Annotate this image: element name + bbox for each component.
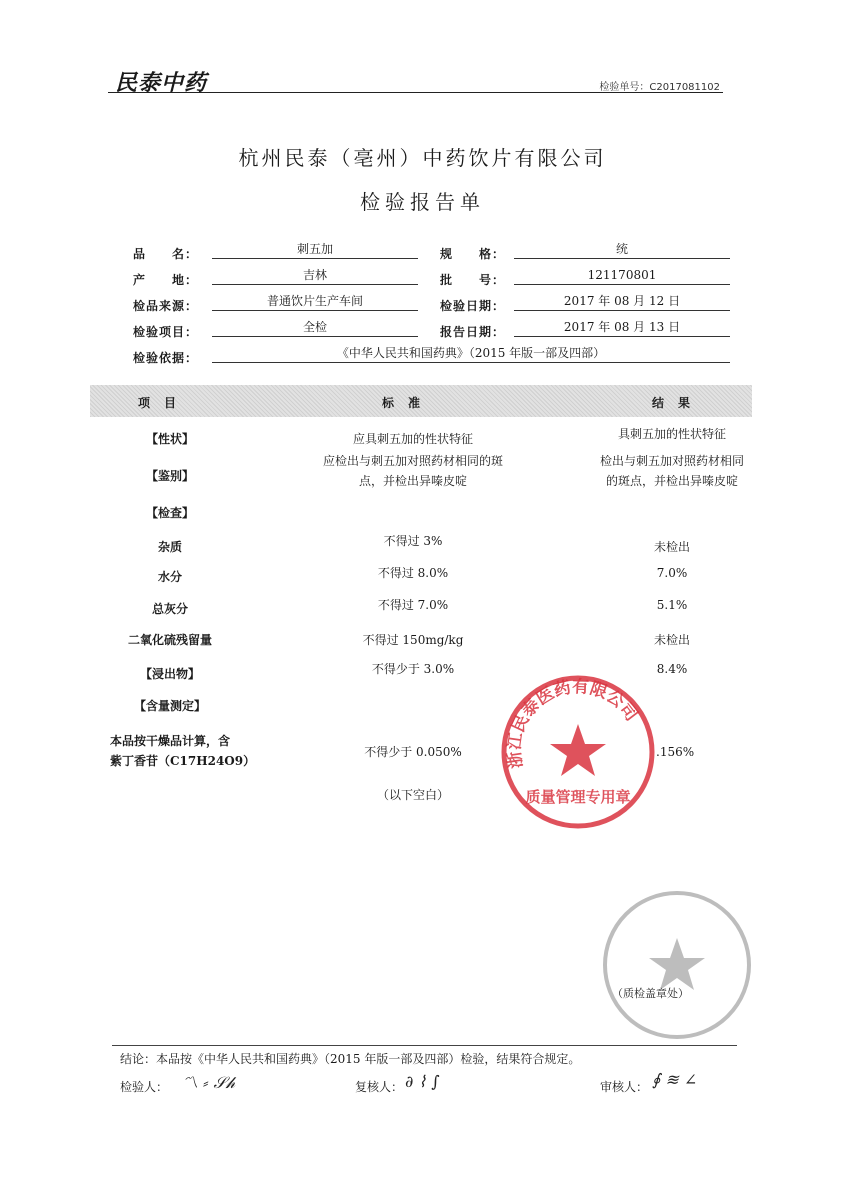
row-standard: 点，并检出异嗪皮啶	[358, 474, 467, 488]
batch-label: 批 号：	[440, 273, 506, 287]
source-label: 检品来源：	[133, 299, 199, 313]
company-logo: 民泰中药	[115, 70, 208, 96]
row-standard: 不得过 150mg/kg	[362, 633, 464, 647]
reviewer-signature: ∂ ⌇ ∫	[405, 1072, 440, 1091]
row-result: 的斑点，并检出异嗪皮啶	[605, 474, 738, 488]
seal-caption: （质检盖章处）	[612, 987, 689, 1000]
table-header	[90, 385, 752, 417]
quality-seal-stamp	[498, 672, 658, 832]
row-standard: 应检出与刺五加对照药材相同的斑	[322, 454, 503, 468]
batch-value: 121170801	[514, 266, 730, 285]
row-result: 检出与刺五加对照药材相同	[599, 454, 744, 468]
row-result: .156%	[656, 745, 695, 759]
row-standard: 不得过 3%	[383, 534, 443, 548]
row-standard: 不得少于 0.050%	[364, 745, 462, 759]
inspector-label: 检验人：	[120, 1080, 169, 1094]
conclusion: 结论：本品按《中华人民共和国药典》（2015 年版一部及四部）检验，结果符合规定。	[120, 1052, 581, 1066]
basis-value: 《中华人民共和国药典》（2015 年版一部及四部）	[212, 344, 730, 363]
row-item: 【检查】	[145, 506, 194, 520]
row-item: 【含量测定】	[133, 699, 206, 713]
row-item: 本品按干燥品计算，含	[110, 734, 231, 748]
source-value: 普通饮片生产车间	[212, 292, 418, 311]
test-date-value: 2017 年 08 月 12 日	[514, 292, 730, 311]
row-result: 具刺五加的性状特征	[617, 427, 726, 441]
product-name-label: 品 名：	[133, 247, 199, 261]
header-standard: 标准	[382, 396, 435, 410]
inspector-signature: 〽︎ ⸗ 𝒮𝒽	[182, 1073, 236, 1092]
row-item: 【鉴别】	[145, 469, 194, 483]
origin-value: 吉林	[212, 266, 418, 285]
spec-label: 规 格：	[440, 247, 506, 261]
row-item: 【性状】	[145, 432, 194, 446]
basis-label: 检验依据：	[133, 351, 199, 365]
row-standard: 不得少于 3.0%	[371, 662, 455, 676]
svg-text:质量管理专用章: 质量管理专用章	[525, 788, 631, 806]
svg-text:浙江民泰医药有限公司: 浙江民泰医药有限公司	[504, 677, 642, 770]
report-date-label: 报告日期：	[440, 325, 506, 339]
row-item: 二氧化硫残留量	[127, 633, 212, 647]
company-name: 杭州民泰（亳州）中药饮片有限公司	[238, 146, 607, 170]
row-result: 5.1%	[656, 598, 688, 612]
origin-label: 产 地：	[133, 273, 199, 287]
header-item: 项目	[138, 396, 191, 410]
inspection-seal-stamp	[598, 886, 756, 1044]
row-item: 水分	[157, 570, 182, 584]
item-label: 检验项目：	[133, 325, 199, 339]
row-item: 总灰分	[151, 602, 188, 616]
reviewer-label: 复核人：	[355, 1080, 404, 1094]
row-standard: 不得过 8.0%	[377, 566, 449, 580]
header-result: 结果	[652, 396, 705, 410]
approver-label: 审核人：	[600, 1080, 649, 1094]
row-standard: 应具刺五加的性状特征	[352, 432, 473, 446]
blank-note: （以下空白）	[376, 788, 449, 802]
row-standard: 不得过 7.0%	[377, 598, 449, 612]
row-item: 【浸出物】	[139, 667, 200, 681]
spec-value: 统	[514, 240, 730, 259]
report-title: 检验报告单	[360, 190, 485, 214]
conclusion-divider	[112, 1045, 737, 1046]
test-date-label: 检验日期：	[440, 299, 506, 313]
product-name-value: 刺五加	[212, 240, 418, 259]
document-number: 检验单号：C2017081102	[599, 82, 720, 93]
row-result: 未检出	[653, 540, 690, 554]
header-divider	[108, 92, 723, 93]
row-item: 杂质	[157, 540, 182, 554]
report-date-value: 2017 年 08 月 13 日	[514, 318, 730, 337]
item-value: 全检	[212, 318, 418, 337]
row-result: 8.4%	[656, 662, 688, 676]
approver-signature: ∮ ≋ ∠	[652, 1070, 698, 1089]
row-result: 7.0%	[656, 566, 688, 580]
row-result: 未检出	[653, 633, 690, 647]
row-item: 紫丁香苷（C17H24O9）	[110, 754, 256, 768]
